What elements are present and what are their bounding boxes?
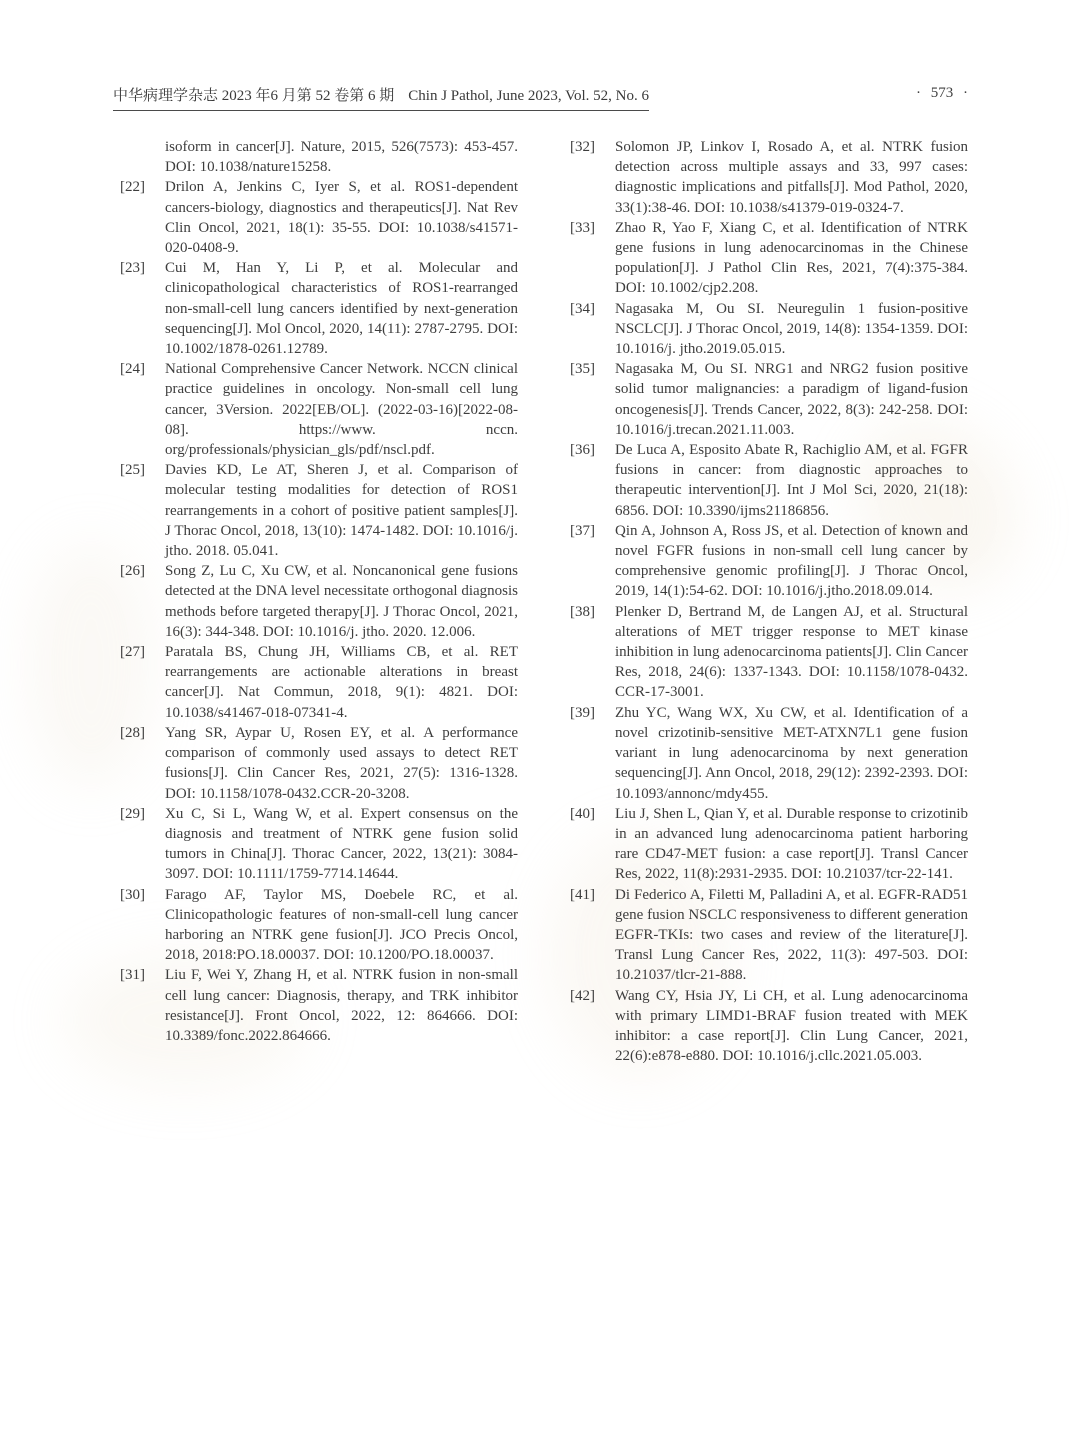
reference-text: Nagasaka M, Ou SI. NRG1 and NRG2 fusion positive solid tumor malignancies: a paradigm of ligand-fusion oncogenesis[J]. Trends Cancer, 2022, 8(3): 242-258. DOI: 10.1016/j.trecan.2021.11.003. [615,361,968,438]
reference-number: [30] [120,886,145,903]
reference-text: Xu C, Si L, Wang W, et al. Expert consensus on the diagnosis and treatment of NTRK gene fusion solid tumors in China[J]. Thorac Cancer, 2022, 13(21): 3084-3097. DOI: 10.1111/1759-7714.14644. [165,805,518,883]
reference-text: Davies KD, Le AT, Sheren J, et al. Comparison of molecular testing modalities for detection of ROS1 rearrangements in a cohort of positive patient samples[J]. J Thorac Oncol, 2018, 13(10): 1474-1482. DOI: 10.1016/j. jtho. 2018. 05.041. [165,462,519,560]
reference-item [570,885,968,986]
reference-number: [37] [570,522,595,539]
reference-number: [41] [570,886,595,903]
reference-number [120,137,165,177]
reference-number: [25] [120,462,145,479]
reference-item [570,703,968,804]
reference-number: [34] [570,300,595,317]
reference-text: Paratala BS, Chung JH, Williams CB, et al. RET rearrangements are actionable alterations in breast cancer[J]. Nat Commun, 2018, 9(1): 4821. DOI: 10.1038/s41467-018-07341-4. [165,644,518,721]
reference-text: Yang SR, Aypar U, Rosen EY, et al. A performance comparison of commonly used assays to detect RET fusions[J]. Clin Cancer Res, 2021, 27(5): 1316-1328. DOI: 10.1158/1078-0432.CCR-20-3208. [165,724,518,802]
reference-text: Drilon A, Jenkins C, Iyer S, et al. ROS1-dependent cancers-biology, diagnostics and therapeutics[J]. Nat Rev Clin Oncol, 2021, 18(1): 35-55. DOI: 10.1038/s41571-020-0408-9. [165,179,518,257]
reference-number: [26] [120,563,145,580]
reference-item [570,986,968,1067]
reference-text: Zhu YC, Wang WX, Xu CW, et al. Identification of a novel crizotinib-sensitive MET-ATXN7L1 gene fusion variant in lung adenocarcinoma by next generation sequencing[J]. Ann Oncol, 2018, 29(12): 2392-2393. DOI: 10.1093/annonc/mdy455. [615,704,968,802]
reference-number: [27] [120,644,145,661]
reference-item [120,177,518,258]
reference-text: Di Federico A, Filetti M, Palladini A, et al. EGFR-RAD51 gene fusion NSCLC responsiveness to different generation EGFR-TKIs: two cases and review of the literature[J]. Transl Lung Cancer Res, 2022, 11(3): 497-503. DOI: 10.21037/tlcr-21-888. [615,886,968,984]
reference-number: [40] [570,805,595,822]
reference-item [120,258,518,359]
reference-text: Zhao R, Yao F, Xiang C, et al. Identification of NTRK gene fusions in lung adenocarcinomas in the Chinese population[J]. J Pathol Clin Res, 2021, 7(4):375-384. DOI: 10.1002/cjp2.208. [615,219,968,297]
reference-item [570,602,968,703]
reference-number: [38] [570,603,595,620]
reference-item [120,965,518,1046]
reference-item [570,299,968,360]
journal-header [113,84,649,111]
reference-text: Wang CY, Hsia JY, Li CH, et al. Lung adenocarcinoma with primary LIMD1-BRAF fusion treated with MEK inhibitor: a case report[J]. Clin Lung Cancer, 2021, 22(6):e878-e880. DOI: 10.1016/j.cllc.2021.05.003. [615,987,968,1065]
reference-text: Farago AF, Taylor MS, Doebele RC, et al. Clinicopathologic features of non-small-cell lung cancer harboring an NTRK gene fusion[J]. JCO Precis Oncol, 2018, 2018:PO.18.00037. DOI: 10.1200/PO.18.00037. [165,886,518,964]
reference-item [120,137,518,177]
reference-number: [35] [570,361,595,378]
reference-number: [24] [120,361,145,378]
reference-number: [23] [120,260,145,277]
reference-text: Qin A, Johnson A, Ross JS, et al. Detection of known and novel FGFR fusions in non-small cell lung cancer by comprehensive genomic profiling[J]. J Thorac Oncol, 2019, 14(1):54-62. DOI: 10.1016/j.jtho.2018.09.014. [615,522,968,600]
reference-text: Liu J, Shen L, Qian Y, et al. Durable response to crizotinib in an advanced lung adenocarcinoma patient harboring rare CD47-MET fusion: a case report[J]. Transl Cancer Res, 2022, 11(8):2931-2935. DOI: 10.21037/tcr-22-141. [615,805,968,883]
reference-text: Solomon JP, Linkov I, Rosado A, et al. NTRK fusion detection across multiple assays and 33, 997 cases: diagnostic implications and pitfalls[J]. Mod Pathol, 2020, 33(1):38-46. DOI: 10.1038/s41379-019-0324-7. [615,139,968,216]
reference-item [570,359,968,440]
reference-item [120,359,518,460]
reference-number: [31] [120,967,145,984]
reference-item [570,218,968,299]
journal-title-english: Chin J Pathol, June 2023, Vol. 52, No. 6 [408,88,649,104]
reference-text: National Comprehensive Cancer Network. NCCN clinical practice guidelines in oncology. Non-small cell lung cancer, 3Version. 2022[EB/OL]. (2022-03-16)[2022-08-08]. https://www. nccn. org/professionals/physician_gls/pdf/nscl.pdf. [165,361,518,459]
reference-number: [42] [570,987,595,1004]
reference-text: Liu F, Wei Y, Zhang H, et al. NTRK fusion in non-small cell lung cancer: Diagnosis, therapy, and TRK inhibitor resistance[J]. Front Oncol, 2022, 12: 864666. DOI: 10.3389/fonc.2022.864666. [165,967,518,1044]
reference-number: [33] [570,219,595,236]
reference-item [120,642,518,723]
reference-number: [22] [120,179,145,196]
reference-text: Nagasaka M, Ou SI. Neuregulin 1 fusion-positive NSCLC[J]. J Thorac Oncol, 2019, 14(8): 1354-1359. DOI: 10.1016/j. jtho.2019.05.015. [615,300,968,358]
reference-text: Plenker D, Bertrand M, de Langen AJ, et al. Structural alterations of MET trigger response to MET kinase inhibition in lung adenocarcinoma patients[J]. Clin Cancer Res, 2018, 24(6): 1337-1343. DOI: 10.1158/1078-0432. CCR-17-3001. [615,603,968,701]
reference-text: Cui M, Han Y, Li P, et al. Molecular and clinicopathological characteristics of ROS1-rearranged non-small-cell lung cancers identified by next-generation sequencing[J]. Mol Oncol, 2020, 14(11): 2787-2795. DOI: 10.1002/1878-0261.12789. [165,260,518,358]
reference-item [120,723,518,804]
reference-number: [39] [570,704,595,721]
reference-item [120,460,518,561]
reference-number: [29] [120,805,145,822]
reference-number: [32] [570,139,595,155]
page-header [113,84,968,111]
journal-title-chinese: 中华病理学杂志 2023 年6 月第 52 卷第 6 期 [113,88,395,104]
reference-item [120,561,518,642]
page-number: · 573 · [916,85,968,101]
reference-text: Song Z, Lu C, Xu CW, et al. Noncanonical gene fusions detected at the DNA level necessitate orthogonal diagnosis methods before targeted therapy[J]. J Thorac Oncol, 2021, 16(3): 344-348. DOI: 10.1016/j. jtho. 2020. 12.006. [165,563,518,640]
references-right-column [570,137,968,1066]
reference-item [570,521,968,602]
reference-item [120,885,518,966]
reference-number: [36] [570,442,595,459]
reference-text: isoform in cancer[J]. Nature, 2015, 526(7573): 453-457. DOI: 10.1038/nature15258. [165,139,518,176]
reference-item [570,440,968,521]
reference-item [570,137,968,218]
reference-item [570,804,968,885]
reference-number: [28] [120,724,145,741]
references-left-column [120,137,518,1046]
reference-item [120,804,518,885]
reference-text: De Luca A, Esposito Abate R, Rachiglio AM, et al. FGFR fusions in cancer: from diagnostic approaches to therapeutic intervention[J]. Int J Mol Sci, 2020, 21(18): 6856. DOI: 10.3390/ijms21186856. [615,442,968,519]
